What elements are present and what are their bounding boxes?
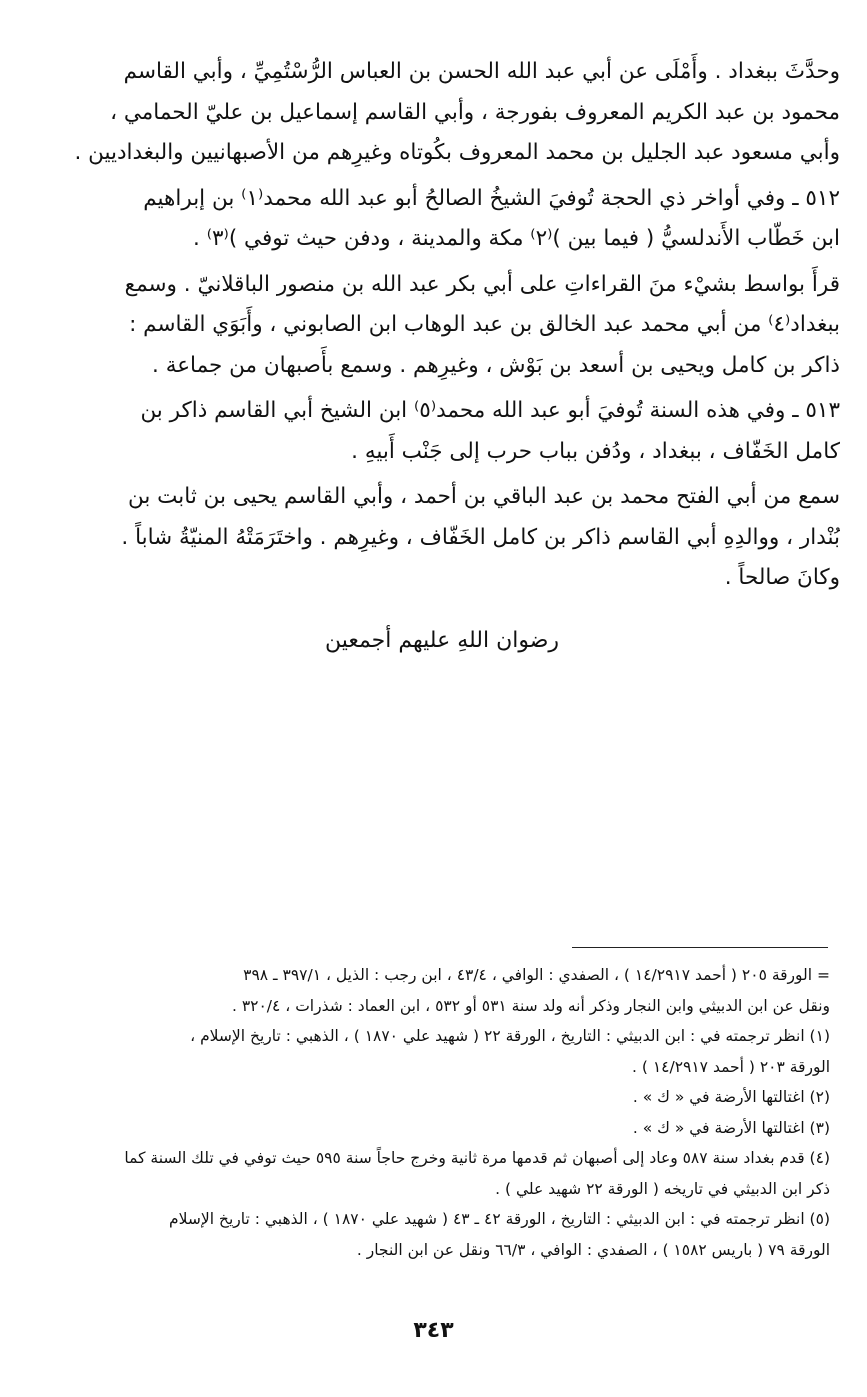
text-line: وكانَ صالحاً . (724, 565, 840, 590)
text-line: ببغداد⁽٤⁾ من أبي محمد عبد الخالق بن عبد الوهاب ابن الصابوني ، وأَبَوَي القاسم : (129, 312, 840, 337)
footnote-line: الورقة ٧٩ ( باريس ١٥٨٢ ) ، الصفدي : الوافي ، ٦٦/٣ ونقل عن ابن النجار . (356, 1240, 830, 1259)
text-line: سمع من أبي الفتح محمد بن عبد الباقي بن أحمد ، وأبي القاسم يحيى بن ثابت بن (128, 484, 840, 509)
paragraph-entry-513 (44, 391, 840, 472)
paragraph-3 (44, 265, 840, 387)
footnote-line: = الورقة ٢٠٥ ( أحمد ١٤/٢٩١٧ ) ، الصفدي : الوافي ، ٤٣/٤ ، ابن رجب : الذيل ، ٣٩٧/١ ـ ٣٩٨ (243, 966, 830, 984)
footnotes (22, 960, 830, 1265)
text-line: بُنْدار ، ووالدِهِ أبي القاسم ذاكر بن كامل الخَفّاف ، وغيرِهم . واختَرَمَتْهُ المنيّةُ شاباً . (121, 524, 840, 550)
text-line: وحدَّثَ ببغداد . وأَمْلَى عن أبي عبد الله الحسن بن العباس الرُّسْتُمِيِّ ، وأبي القاسم (123, 59, 840, 84)
text-line: ذاكر بن كامل ويحيى بن أسعد بن بَوْش ، وغيرِهم . وسمع بأَصبهان من جماعة . (152, 352, 840, 378)
footnote-line: (٢) اغتالتها الأرضة في « ك » . (632, 1088, 830, 1106)
footnote-line: (١) انظر ترجمته في : ابن الدبيثي : التاريخ ، الورقة ٢٢ ( شهيد علي ١٨٧٠ ) ، الذهبي : تاريخ الإسلام ، (190, 1027, 830, 1045)
paragraph-1 (44, 52, 840, 174)
text-line: قرأَ بواسط بشيْء منَ القراءاتِ على أبي بكر عبد الله بن منصور الباقلانيّ . وسمع (124, 271, 840, 297)
footnote-line: (٤) قدم بغداد سنة ٥٨٧ وعاد إلى أصبهان ثم قدمها مرة ثانية وخرج حاجاً سنة ٥٩٥ حيث توفي في تلك السنة كما (124, 1149, 830, 1167)
closing-blessing: رضوان اللهِ عليهم أجمعين (324, 627, 560, 653)
footnote-line: ذكر ابن الدبيثي في تاريخه ( الورقة ٢٢ شهيد علي ) . (495, 1179, 830, 1198)
text-line: ٥١٣ ـ وفي هذه السنة تُوفيَ أبو عبد الله محمد⁽٥⁾ ابن الشيخ أبي القاسم ذاكر بن (140, 398, 840, 423)
footnote-line: (٥) انظر ترجمته في : ابن الدبيثي : التاريخ ، الورقة ٤٢ ـ ٤٣ ( شهيد علي ١٨٧٠ ) ، الذهبي : تاريخ الإسلام (169, 1210, 830, 1228)
footnote-line: ونقل عن ابن الدبيثي وابن النجار وذكر أنه ولد سنة ٥٣١ أو ٥٣٢ ، ابن العماد : شذرات ، ٣٢٠/٤ . (231, 996, 830, 1015)
main-text (44, 52, 840, 661)
text-line: كامل الخَفّاف ، ببغداد ، ودُفن بباب حرب إلى جَنْب أَبيهِ . (351, 438, 840, 464)
footnote-line: الورقة ٢٠٣ ( أحمد ١٤/٢٩١٧ ) . (632, 1057, 830, 1076)
text-line: ابن خَطّاب الأَندلسيُّ ( فيما بين )⁽٢⁾ مكة والمدينة ، ودفن حيث توفي )⁽٣⁾ . (193, 226, 840, 251)
footnote-separator (572, 947, 828, 948)
paragraph-entry-512 (44, 179, 840, 260)
text-line: ٥١٢ ـ وفي أواخر ذي الحجة تُوفيَ الشيخُ الصالحُ أبو عبد الله محمد⁽١⁾ بن إبراهيم (143, 185, 840, 211)
page-number: ٣٤٣ (413, 1318, 454, 1343)
text-line: محمود بن عبد الكريم المعروف بفورجة ، وأبي القاسم إسماعيل بن عليّ الحمامي ، (110, 99, 840, 125)
footnote-line: (٣) اغتالتها الأرضة في « ك » . (632, 1118, 830, 1137)
text-line: وأبي مسعود عبد الجليل بن محمد المعروف بكُوتاه وغيرِهم من الأصبهانيين والبغداديين . (74, 140, 840, 165)
paragraph-5 (44, 477, 840, 599)
